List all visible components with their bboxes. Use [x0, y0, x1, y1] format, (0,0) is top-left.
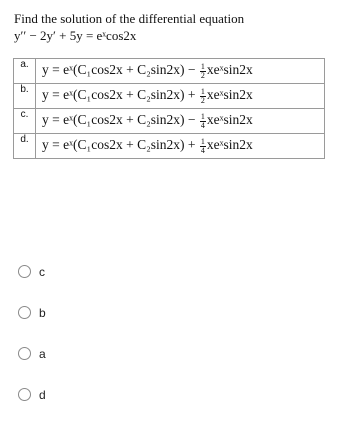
fraction-numerator: 1	[200, 136, 205, 146]
choice-d[interactable]	[18, 386, 46, 403]
expression-main: y = eˣ(C₁cos2x + C₂sin2x) +	[42, 137, 196, 153]
fraction	[200, 63, 206, 80]
expression-main: y = eˣ(C₁cos2x + C₂sin2x) +	[42, 87, 196, 103]
option-expression	[36, 109, 325, 134]
fraction-denominator: 2	[200, 70, 205, 80]
expression-main: y = eˣ(C₁cos2x + C₂sin2x) −	[42, 112, 196, 128]
expression-tail: xeˣsin2x	[206, 87, 253, 103]
expression-main: y = eˣ(C₁cos2x + C₂sin2x) −	[42, 62, 196, 78]
fraction	[200, 88, 206, 105]
option-row-a	[14, 59, 325, 84]
fraction-denominator: 4	[200, 145, 205, 155]
option-row-b	[14, 84, 325, 109]
fraction-numerator: 1	[200, 111, 205, 121]
choice-label[interactable]: b	[39, 305, 46, 320]
fraction-denominator: 4	[200, 120, 205, 130]
option-letter: b.	[14, 84, 36, 109]
choice-label[interactable]: c	[39, 264, 45, 279]
radio-button[interactable]	[18, 347, 31, 360]
expression-tail: xeˣsin2x	[206, 112, 253, 128]
expression-tail: xeˣsin2x	[206, 62, 253, 78]
radio-button[interactable]	[18, 388, 31, 401]
options-table	[13, 58, 325, 159]
option-letter: d.	[14, 134, 36, 159]
fraction	[200, 138, 206, 155]
fraction-numerator: 1	[200, 86, 205, 96]
option-expression	[36, 59, 325, 84]
choice-label[interactable]: d	[39, 387, 46, 402]
option-expression	[36, 134, 325, 159]
choice-c[interactable]	[18, 263, 46, 280]
option-expression	[36, 84, 325, 109]
option-letter: c.	[14, 109, 36, 134]
fraction-denominator: 2	[200, 95, 205, 105]
option-letter: a.	[14, 59, 36, 84]
option-row-d	[14, 134, 325, 159]
expression-tail: xeˣsin2x	[206, 137, 253, 153]
fraction-numerator: 1	[200, 61, 205, 71]
question-line-1: Find the solution of the differential equation	[14, 11, 245, 26]
option-row-c	[14, 109, 325, 134]
radio-button[interactable]	[18, 306, 31, 319]
choice-b[interactable]	[18, 304, 46, 321]
choice-label[interactable]: a	[39, 346, 46, 361]
choice-a[interactable]	[18, 345, 46, 362]
answer-choices	[18, 263, 46, 427]
fraction	[200, 113, 206, 130]
question-equation: y′′ − 2y′ + 5y = eˣcos2x	[14, 28, 137, 43]
radio-button[interactable]	[18, 265, 31, 278]
question-text	[14, 10, 244, 44]
